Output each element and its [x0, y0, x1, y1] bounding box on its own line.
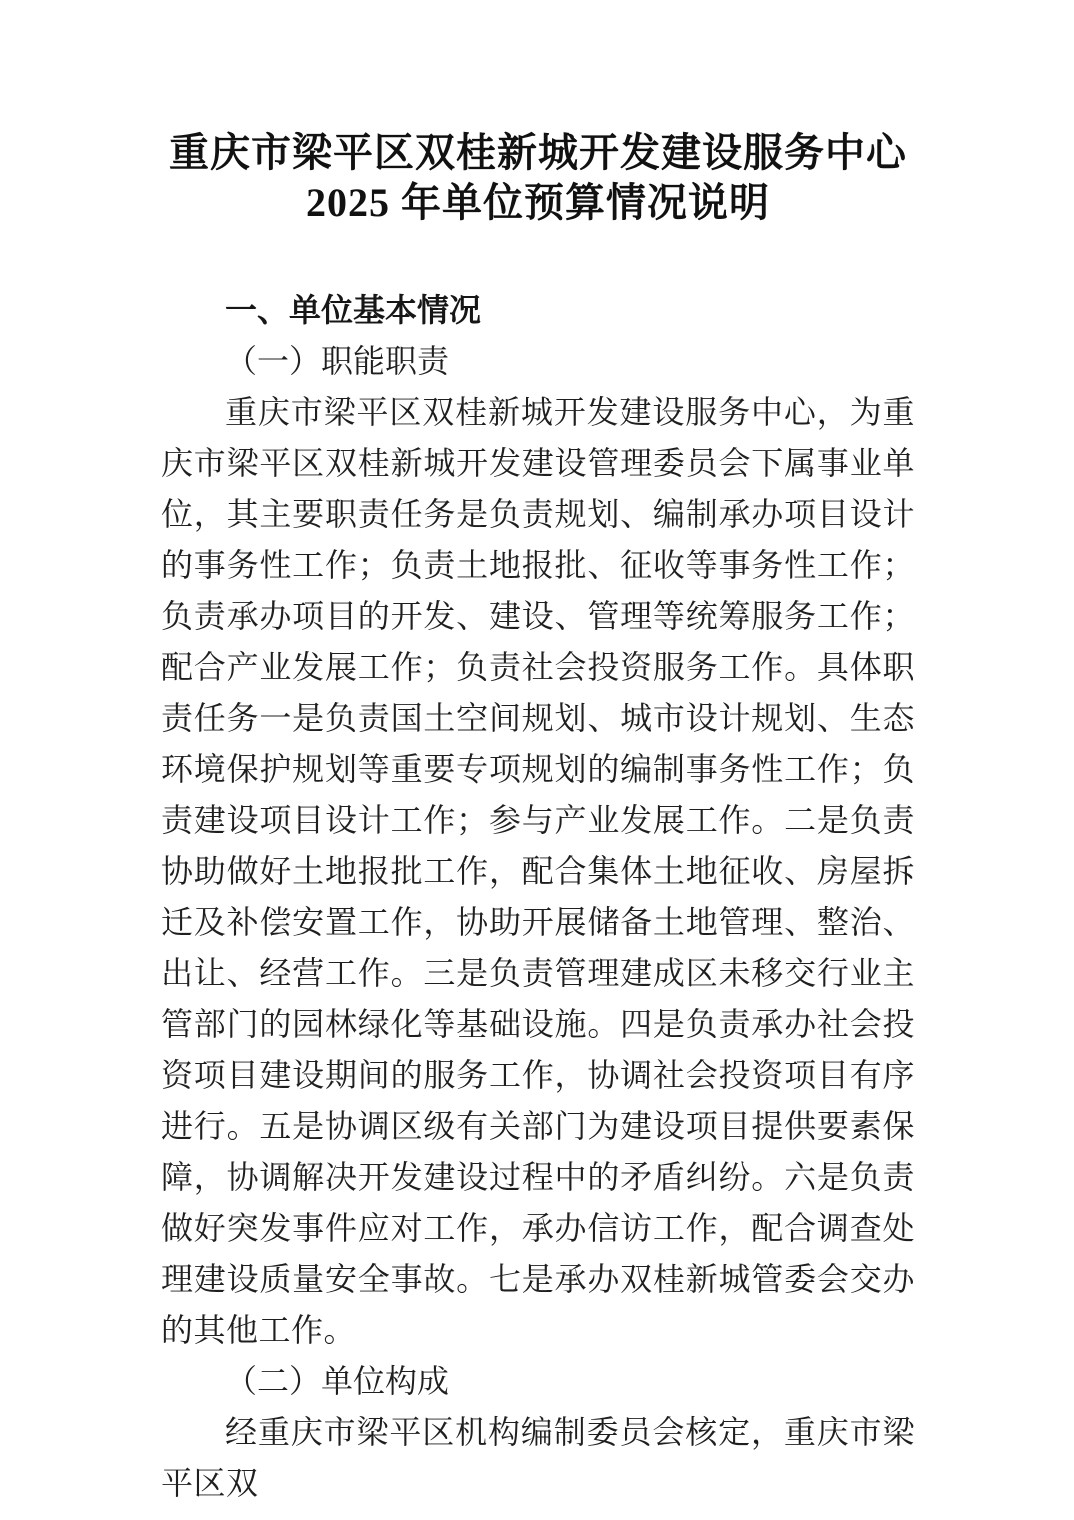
paragraph-unit-composition: 经重庆市梁平区机构编制委员会核定，重庆市梁平区双: [161, 1414, 915, 1501]
section-heading-unit-basic-info: 一、单位基本情况: [225, 292, 482, 328]
subsection-heading-duties: （一）职能职责: [225, 343, 450, 379]
document-title: [161, 128, 915, 228]
subsection-heading-unit-composition: （二）单位构成: [225, 1363, 450, 1399]
document-title-line1: 重庆市梁平区双桂新城开发建设服务中心: [169, 130, 907, 175]
document-title-line2: 2025 年单位预算情况说明: [306, 180, 770, 225]
document-body: [161, 285, 915, 1509]
paragraph-duties: 重庆市梁平区双桂新城开发建设服务中心，为重庆市梁平区双桂新城开发建设管理委员会下属事业单位，其主要职责任务是负责规划、编制承办项目设计的事务性工作；负责土地报批、征收等事务性工作；负责承办项目的开发、建设、管理等统筹服务工作；配合产业发展工作；负责社会投资服务工作。具体职责任务一是负责国土空间规划、城市设计规划、生态环境保护规划等重要专项规划的编制事务性工作；负责建设项目设计工作；参与产业发展工作。二是负责协助做好土地报批工作，配合集体土地征收、房屋拆迁及补偿安置工作，协助开展储备土地管理、整治、出让、经营工作。三是负责管理建成区未移交行业主管部门的园林绿化等基础设施。四是负责承办社会投资项目建设期间的服务工作，协调社会投资项目有序进行。五是协调区级有关部门为建设项目提供要素保障，协调解决开发建设过程中的矛盾纠纷。六是负责做好突发事件应对工作，承办信访工作，配合调查处理建设质量安全事故。七是承办双桂新城管委会交办的其他工作。: [161, 394, 915, 1348]
